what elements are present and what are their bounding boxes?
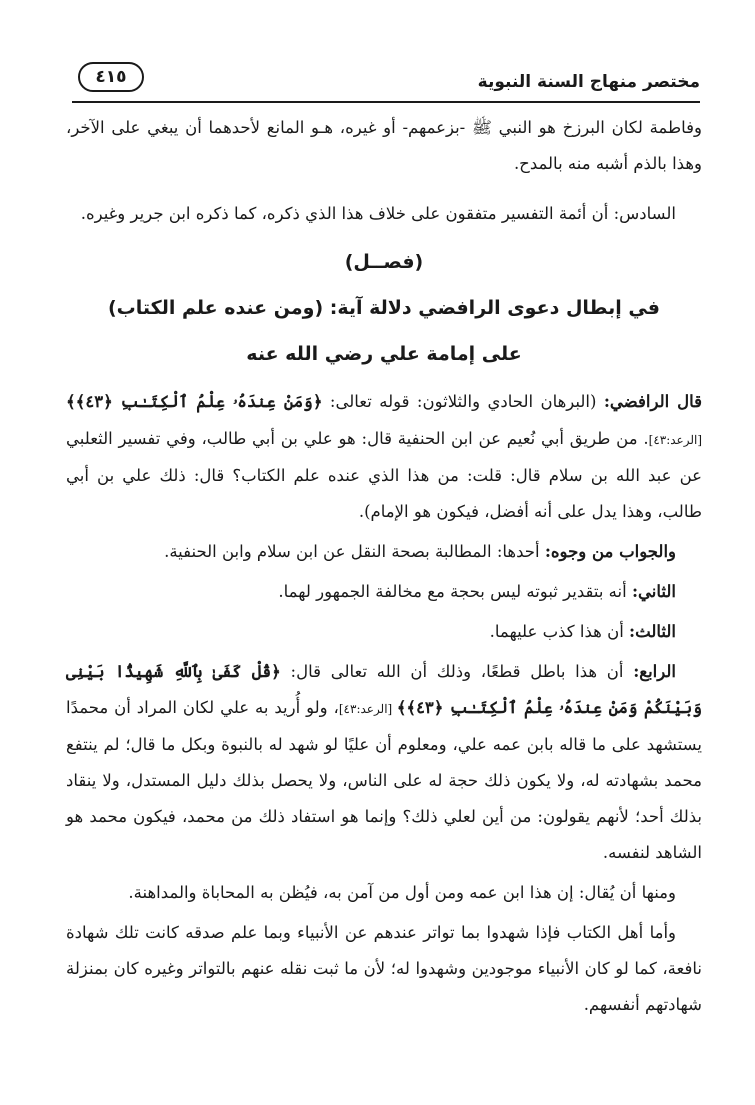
answer-lead: والجواب من وجوه: (544, 542, 676, 561)
second-lead: الثاني: (631, 582, 676, 601)
paragraph-1: وفاطمة لكان البرزخ هو النبي ﷺ -بزعمهم- أو غيره، هـو المانع لأحدهما أن يبغي على الآخر، وهذا بالذم أشبه منه بالمدح. (66, 118, 702, 173)
section-heading (66, 246, 702, 370)
answer-text: أحدها: المطالبة بصحة النقل عن ابن سلام وابن الحنفية. (164, 542, 545, 561)
paragraph-third (66, 614, 702, 650)
verse-reference-1: [الرعد:٤٣] (648, 433, 702, 447)
header-divider (72, 101, 700, 103)
paragraph-fourth (66, 654, 702, 871)
paragraph-second (66, 574, 702, 610)
page-content (66, 110, 702, 1027)
claim-lead: قال الرافضي: (603, 392, 702, 411)
quran-verse-1: ﴿وَمَنْ عِندَهُۥ عِلْمُ ٱلْكِتَـٰبِ ﴿٤٣﴾﴾ (66, 392, 323, 411)
page-number: ٤١٥ (78, 62, 144, 92)
fourth-lead: الرابع: (633, 662, 676, 681)
fourth-text: أن هذا باطل قطعًا، وذلك أن الله تعالى قال: (280, 662, 634, 681)
paragraph-fifth: ومنها أن يُقال: إن هذا ابن عمه ومن أول من آمن به، فيُظن به المحاباة والمداهنة. (128, 883, 676, 902)
paragraph-answer (66, 534, 702, 570)
third-text: أن هذا كذب عليهما. (489, 622, 630, 641)
third-lead: الثالث: (629, 622, 676, 641)
paragraph-sixth: وأما أهل الكتاب فإذا شهدوا بما تواتر عندهم عن الأنبياء وبما علم صدقه كانت تلك شهادة نافعة، كما لو كان الأنبياء موجودين وشهدوا له؛ لأن ما ثبت نقله عنهم بالتواتر وغيره كان بمنزلة شهادتهم أنفسهم. (66, 923, 702, 1014)
section-subtitle-2: على إمامة علي رضي الله عنه (246, 343, 522, 365)
claim-text: (البرهان الحادي والثلاثون: قوله تعالى: (322, 392, 604, 411)
paragraph-2: السادس: أن أئمة التفسير متفقون على خلاف هذا الذي ذكره، كما ذكره ابن جرير وغيره. (80, 204, 676, 223)
quran-verse-2: ﴿قُلْ كَفَىٰ بِٱللَّهِ شَهِيدًۢا بَيْنِى وَبَيْنَكُمْ وَمَنْ عِندَهُۥ عِلْمُ ٱلْكِتَـٰبِ ﴿٤٣﴾﴾ (66, 662, 702, 717)
paragraph-rafidi-claim (66, 384, 702, 530)
verse-reference-2: [الرعد:٤٣] (338, 702, 397, 716)
section-title: (فصــل) (344, 251, 424, 273)
page-header (72, 58, 700, 98)
section-subtitle-1: في إبطال دعوى الرافضي دلالة آية: (ومن عنده علم الكتاب) (108, 297, 660, 319)
fourth-rest: ، ولو أُريد به علي لكان المراد أن محمدًا يستشهد على ما قاله بابن عمه علي، ومعلوم أن عليًا لو شهد له بالنبوة وبكل ما قال؛ لم ينتفع محمد بشهادته له، ولا يكون ذلك حجة له على الناس، ولا يحصل بذلك دليل المستدل، ولا ينقاد بذلك أحد؛ لأنهم يقولون: من أين لعلي ذلك؟ وإنما هو استفاد ذلك من محمد، فيكون محمد هو الشاهد لنفسه. (66, 698, 702, 862)
second-text: أنه بتقدير ثبوته ليس بحجة مع مخالفة الجمهور لهما. (278, 582, 632, 601)
running-title: مختصر منهاج السنة النبوية (477, 72, 700, 92)
claim-rest: . من طريق أبي نُعيم عن ابن الحنفية قال: هو علي بن أبي طالب، وفي تفسير الثعلبي عن عبد الله بن سلام قال: قلت: من هذا الذي عنده علم الكتاب؟ قال: ذلك علي بن أبي طالب، وهذا يدل على أنه أفضل، فيكون هو الإمام). (66, 429, 702, 521)
